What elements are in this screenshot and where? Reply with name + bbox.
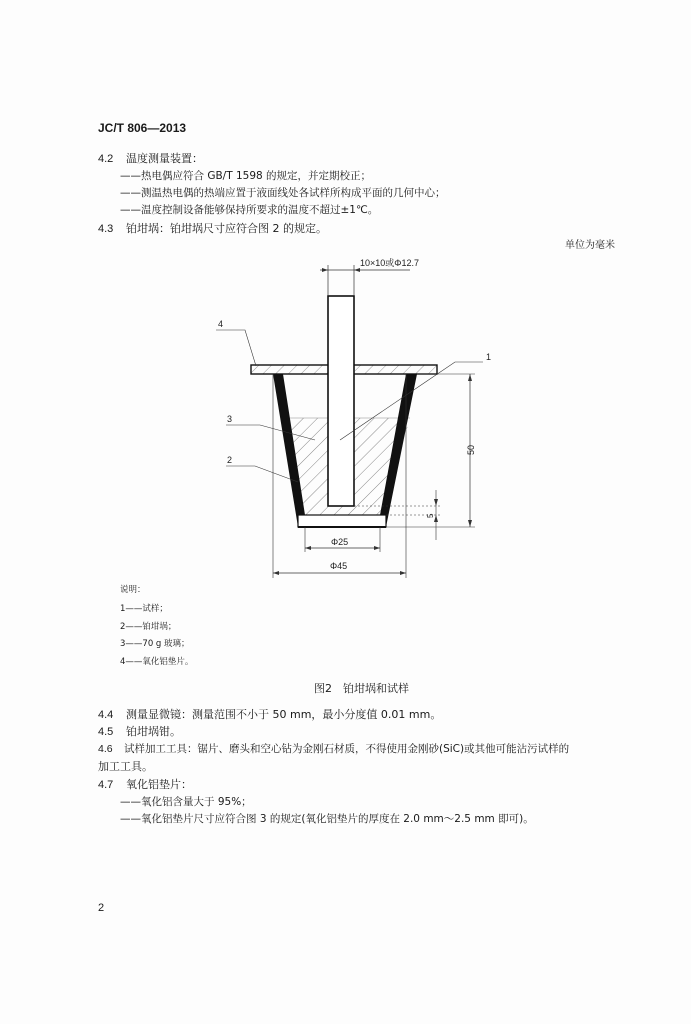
section-4-6 bbox=[98, 741, 569, 756]
list-item: ——测温热电偶的热端应置于液面线处各试样所构成平面的几何中心； bbox=[120, 187, 446, 199]
section-text: 测量显微镜：测量范围不小于 50 mm，最小分度值 0.01 mm。 bbox=[126, 708, 442, 721]
section-text: 铂坩埚钳。 bbox=[126, 725, 181, 738]
section-4-4 bbox=[98, 706, 441, 722]
legend-item: 3——70 g 玻璃； bbox=[120, 639, 190, 649]
callout-1: 1 bbox=[486, 352, 492, 362]
section-number: 4.5 bbox=[98, 726, 114, 738]
crucible-bottom bbox=[298, 515, 386, 527]
unit-note: 单位为毫米 bbox=[565, 240, 615, 251]
sample-rod bbox=[328, 296, 354, 506]
dim-inner-diameter: Φ25 bbox=[331, 537, 349, 547]
standard-code-header: JC/T 806—2013 bbox=[98, 121, 187, 135]
list-item: ——热电偶应符合 GB/T 1598 的规定，并定期校正； bbox=[120, 170, 372, 182]
section-number: 4.3 bbox=[98, 223, 114, 235]
section-number: 4.6 bbox=[98, 743, 113, 755]
legend-title: 说明： bbox=[120, 585, 146, 595]
legend-item: 2——铂坩埚； bbox=[120, 622, 177, 632]
section-4-6-continued: 加工工具。 bbox=[98, 760, 153, 773]
section-title: 温度测量装置： bbox=[126, 152, 203, 165]
section-4-7 bbox=[98, 776, 192, 792]
legend-item: 1——试样； bbox=[120, 604, 168, 614]
list-item: ——氧化铝垫片尺寸应符合图 3 的规定(氧化铝垫片的厚度在 2.0 mm～2.5 mm 即可)。 bbox=[120, 813, 534, 825]
section-number: 4.4 bbox=[98, 709, 114, 721]
page-number: 2 bbox=[98, 902, 105, 914]
section-title: 氧化铝垫片： bbox=[126, 778, 192, 791]
dim-bottom-gap: 5 bbox=[426, 513, 435, 518]
callout-3: 3 bbox=[227, 414, 233, 424]
legend-item: 4——氧化铝垫片。 bbox=[120, 657, 194, 667]
callout-2: 2 bbox=[227, 455, 233, 465]
dim-outer-diameter: Φ45 bbox=[330, 561, 348, 571]
figure-caption: 图2 铂坩埚和试样 bbox=[314, 682, 409, 695]
section-4-5 bbox=[98, 723, 181, 739]
section-number: 4.2 bbox=[98, 153, 114, 165]
section-number: 4.7 bbox=[98, 779, 114, 791]
section-text: 试样加工工具：锯片、磨头和空心钻为金刚石材质，不得使用金刚砂(SiC)或其他可能沾污试样的 bbox=[124, 743, 570, 755]
section-text: 铂坩埚：铂坩埚尺寸应符合图 2 的规定。 bbox=[126, 222, 327, 235]
dim-height: 50 bbox=[466, 444, 476, 455]
callout-4: 4 bbox=[218, 319, 224, 329]
dim-top-width: 10×10或Φ12.7 bbox=[360, 258, 419, 268]
list-item: ——温度控制设备能够保持所要求的温度不超过±1℃。 bbox=[120, 204, 379, 216]
list-item: ——氧化铝含量大于 95%； bbox=[120, 796, 252, 808]
